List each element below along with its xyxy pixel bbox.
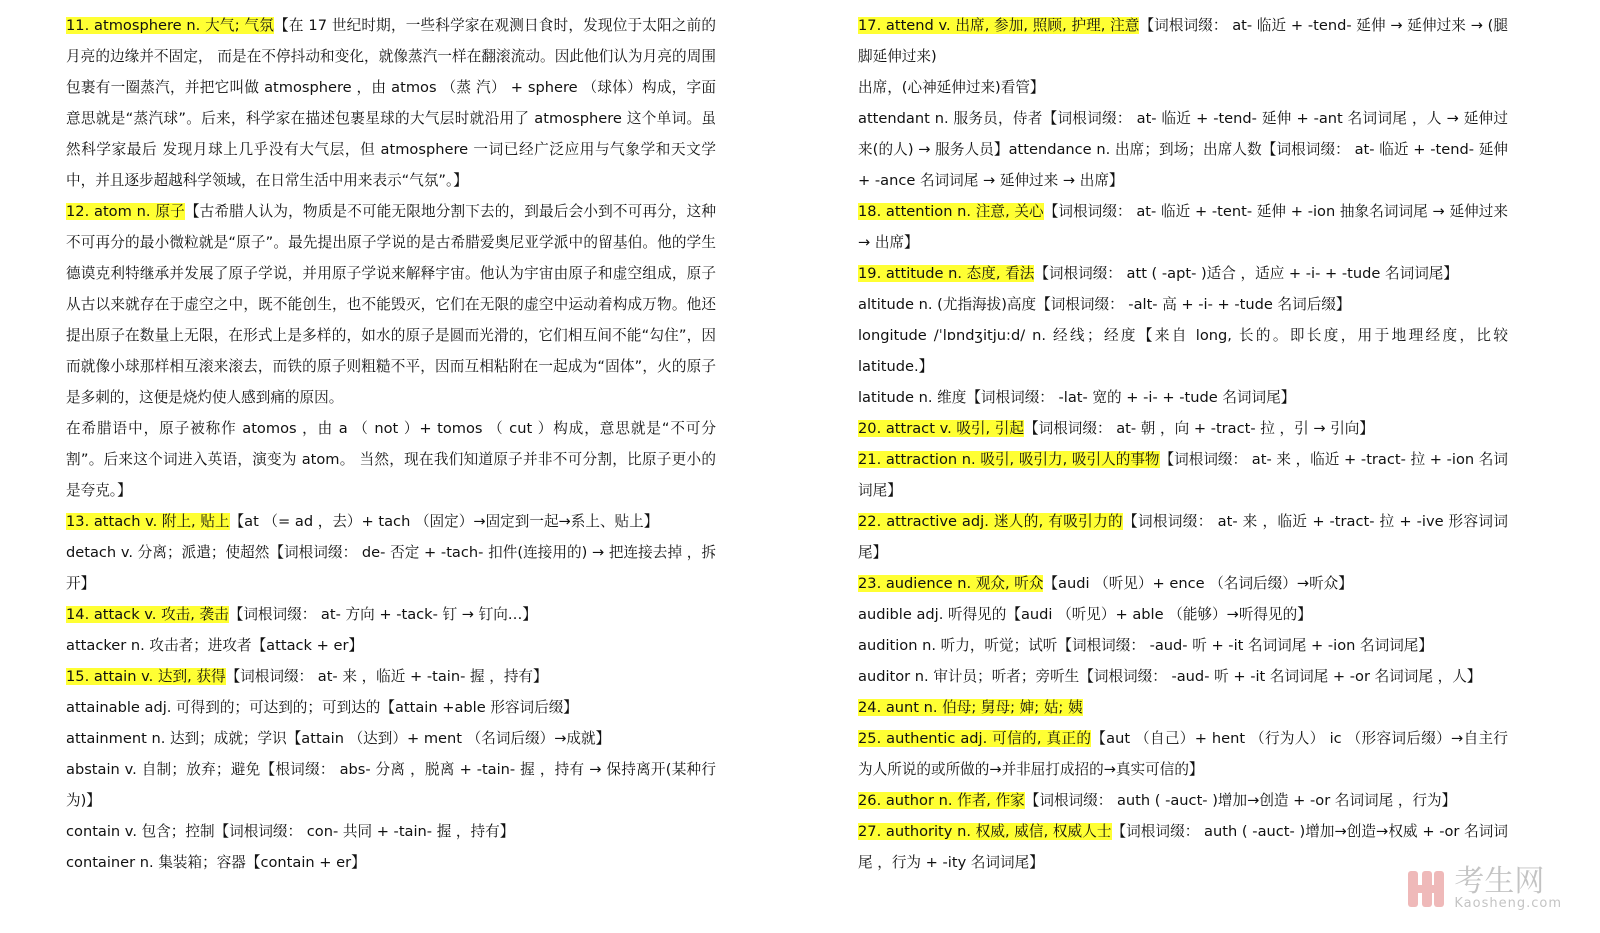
vocab-note: [66, 754, 716, 816]
watermark-url: Kaosheng.com: [1454, 896, 1562, 911]
entry-headword: 21. attraction n. 吸引, 吸引力, 吸引人的事物: [858, 451, 1160, 468]
entry-headword: 12. atom n. 原子: [66, 203, 185, 220]
entry-explanation: latitude n. 维度【词根词缀： -lat- 宽的 + -i- + -tude 名词词尾】: [858, 389, 1296, 406]
vocab-note: [66, 413, 716, 506]
entry-explanation: audible adj. 听得见的【audi （听见）+ able （能够）→听得见的】: [858, 606, 1312, 623]
entry-explanation: 【词根词缀： at- 临近 + -tent- 延伸 + -ion 抽象名词词尾 → 延伸过来 → 出席】: [858, 203, 1508, 251]
entry-explanation: 【at （= ad ，去）+ tach （固定）→固定到一起→系上、贴上】: [229, 513, 659, 530]
vocab-note: [858, 103, 1508, 196]
entry-explanation: 【词根词缀： at- 朝 ，向 + -tract- 拉 ，引 → 引向】: [1024, 420, 1374, 437]
entry-explanation: detach v. 分离；派遣；使超然【词根词缀： de- 否定 + -tach- 扣件(连接用的) → 把连接去掉 ，拆开】: [66, 544, 716, 592]
vocab-entry: [66, 599, 716, 630]
vocab-entry: [858, 413, 1508, 444]
left-column: [66, 10, 716, 878]
entry-headword: 23. audience n. 观众, 听众: [858, 575, 1044, 592]
vocab-note: [858, 72, 1508, 103]
entry-headword: 22. attractive adj. 迷人的, 有吸引力的: [858, 513, 1123, 530]
entry-headword: 19. attitude n. 态度, 看法: [858, 265, 1035, 282]
entry-headword: 14. attack v. 攻击, 袭击: [66, 606, 229, 623]
entry-explanation: 【词根词缀： att ( -apt- )适合 ，适应 + -i- + -tude 名词词尾】: [1034, 265, 1458, 282]
entry-explanation: 【词根词缀： at- 来 ，临近 + -tract- 拉 + -ive 形容词词尾】: [858, 513, 1508, 561]
vocab-note: [858, 289, 1508, 320]
vocab-entry: [66, 506, 716, 537]
vocab-entry: [66, 196, 716, 413]
vocab-entry: [858, 723, 1508, 785]
vocab-entry: [858, 196, 1508, 258]
entry-explanation: altitude n. (尤指海拔)高度【词根词缀： -alt- 高 + -i- + -tude 名词后缀】: [858, 296, 1351, 313]
vocab-entry: [858, 444, 1508, 506]
entry-headword: 15. attain v. 达到, 获得: [66, 668, 226, 685]
watermark-text: 考生网: [1454, 864, 1545, 899]
entry-explanation: 在希腊语中，原子被称作 atomos ，由 a （ not ）+ tomos （ cut ）构成，意思就是“不可分割”。后来这个词进入英语，演变为 atom。 当然，现在我们知道原子并非不可分割，比原子更小的是夸克。】: [66, 420, 716, 499]
vocab-entry: [858, 258, 1508, 289]
vocab-entry: [858, 692, 1508, 723]
vocab-entry: [66, 661, 716, 692]
vocab-entry: [858, 785, 1508, 816]
vocab-entry: [66, 10, 716, 196]
entry-explanation: 【词根词缀： at- 来 ，临近 + -tain- 握 ，持有】: [225, 668, 548, 685]
entry-headword: 25. authentic adj. 可信的, 真正的: [858, 730, 1092, 747]
entry-explanation: attainment n. 达到；成就；学识【attain （达到）+ ment （名词后缀）→成就】: [66, 730, 611, 747]
entry-explanation: abstain v. 自制；放弃；避免【根词缀： abs- 分离 ，脱离 + -tain- 握 ，持有 → 保持离开(某种行为)】: [66, 761, 716, 809]
vocab-note: [66, 723, 716, 754]
vocab-entry: [858, 568, 1508, 599]
entry-explanation: 【词根词缀： auth ( -auct- )增加→创造→权威 + -or 名词词尾 ，行为 + -ity 名词词尾】: [858, 823, 1509, 871]
entry-explanation: 【词根词缀： auth ( -auct- )增加→创造 + -or 名词词尾 ，行为】: [1024, 792, 1457, 809]
entry-explanation: 【古希腊人认为，物质是不可能无限地分割下去的，到最后会小到不可再分，这种不可再分的最小微粒就是“原子”。最先提出原子学说的是古希腊爱奥尼亚学派中的留基伯。他的学生德谟克利特继承并发展了原子学说，并用原子学说来解释宇宙。他认为宇宙由原子和虚空组成，原子从古以来就存在于虚空之中，既不能创生，也不能毁灭，它们在无限的虚空中运动着构成万物。他还提出原子在数量上无限，在形式上是多样的，如水的原子是圆而光滑的，它们相互间不能“勾住”，因而就像小球那样相互滚来滚去，而铁的原子则粗糙不平，因而互相粘附在一起成为“固体”，火的原子是多刺的，这便是烧灼使人感到痛的原因。: [66, 203, 716, 406]
vocab-note: [858, 661, 1508, 692]
vocab-entry: [858, 506, 1508, 568]
entry-headword: 27. authority n. 权威, 威信, 权威人士: [858, 823, 1112, 840]
vocab-entry: [858, 10, 1508, 72]
right-column: [858, 10, 1508, 878]
entry-explanation: contain v. 包含；控制【词根词缀： con- 共同 + -tain- 握 ，持有】: [66, 823, 515, 840]
entry-explanation: 出席，(心神延伸过来)看管】: [858, 79, 1045, 96]
entry-explanation: 【词根词缀： at- 方向 + -tack- 钉 → 钉向…】: [228, 606, 537, 623]
vocab-note: [66, 692, 716, 723]
vocab-note: [66, 630, 716, 661]
entry-headword: 11. atmosphere n. 大气; 气氛: [66, 17, 275, 34]
entry-explanation: container n. 集装箱；容器【contain + er】: [66, 854, 366, 871]
entry-explanation: 【aut （自己）+ hent （行为人） ic （形容词后缀）→自主行为人所说的或所做的→并非屈打成招的→真实可信的】: [858, 730, 1508, 778]
entry-explanation: 【词根词缀： at- 临近 + -tend- 延伸 → 延伸过来 → (腿脚延伸过来): [858, 17, 1508, 65]
vocab-note: [66, 816, 716, 847]
vocab-note: [66, 537, 716, 599]
entry-explanation: 【在 17 世纪时期，一些科学家在观测日食时，发现位于太阳之前的月亮的边缘并不固定， 而是在不停抖动和变化，就像蒸汽一样在翻滚流动。因此他们认为月亮的周围包裹有一圈蒸汽，并把它叫做 atmosphere ，由 atmos （蒸 汽） + sphere （球体）构成，字面意思就是“蒸汽球”。后来，科学家在描述包裹星球的大气层时就沿用了 atmosphere 这个单词。虽然科学家最后 发现月球上几乎没有大气层，但 atmosphere 一词已经广泛应用与气象学和天文学中，并且逐步超越科学领域，在日常生活中用来表示“气氛”。】: [66, 17, 716, 189]
entry-explanation: attendant n. 服务员，侍者【词根词缀： at- 临近 + -tend- 延伸 + -ant 名词词尾 ，人 → 延伸过来(的人) → 服务人员】attendance n. 出席；到场；出席人数【词根词缀： at- 临近 + -tend- 延伸 + -ance 名词词尾 → 延伸过来 → 出席】: [858, 110, 1508, 189]
entry-explanation: longitude /ˈlɒndʒitju:d/ n. 经线；经度【来自 long, 长的。即长度，用于地理经度，比较 latitude.】: [858, 327, 1508, 375]
entry-headword: 17. attend v. 出席, 参加, 照顾, 护理, 注意: [858, 17, 1140, 34]
watermark-logo-icon: [1404, 867, 1448, 911]
entry-explanation: audition n. 听力，听觉；试听【词根词缀： -aud- 听 + -it 名词词尾 + -ion 名词词尾】: [858, 637, 1433, 654]
entry-explanation: 【audi （听见）+ ence （名词后缀）→听众】: [1043, 575, 1353, 592]
entry-explanation: 【词根词缀： at- 来 ，临近 + -tract- 拉 + -ion 名词词尾】: [858, 451, 1508, 499]
entry-headword: 13. attach v. 附上, 贴上: [66, 513, 230, 530]
vocab-note: [858, 599, 1508, 630]
vocab-note: [858, 320, 1508, 382]
entry-headword: 20. attract v. 吸引, 引起: [858, 420, 1024, 437]
entry-headword: 26. author n. 作者, 作家: [858, 792, 1025, 809]
entry-explanation: attacker n. 攻击者；进攻者【attack + er】: [66, 637, 364, 654]
vocab-note: [66, 847, 716, 878]
watermark: [1404, 864, 1562, 911]
vocab-note: [858, 382, 1508, 413]
entry-explanation: auditor n. 审计员；听者；旁听生【词根词缀： -aud- 听 + -it 名词词尾 + -or 名词词尾 ，人】: [858, 668, 1482, 685]
vocab-note: [858, 630, 1508, 661]
entry-headword: 18. attention n. 注意, 关心: [858, 203, 1044, 220]
entry-explanation: attainable adj. 可得到的；可达到的；可到达的【attain +able 形容词后缀】: [66, 699, 578, 716]
entry-headword: 24. aunt n. 伯母; 舅母; 婶; 姑; 姨: [858, 699, 1083, 716]
